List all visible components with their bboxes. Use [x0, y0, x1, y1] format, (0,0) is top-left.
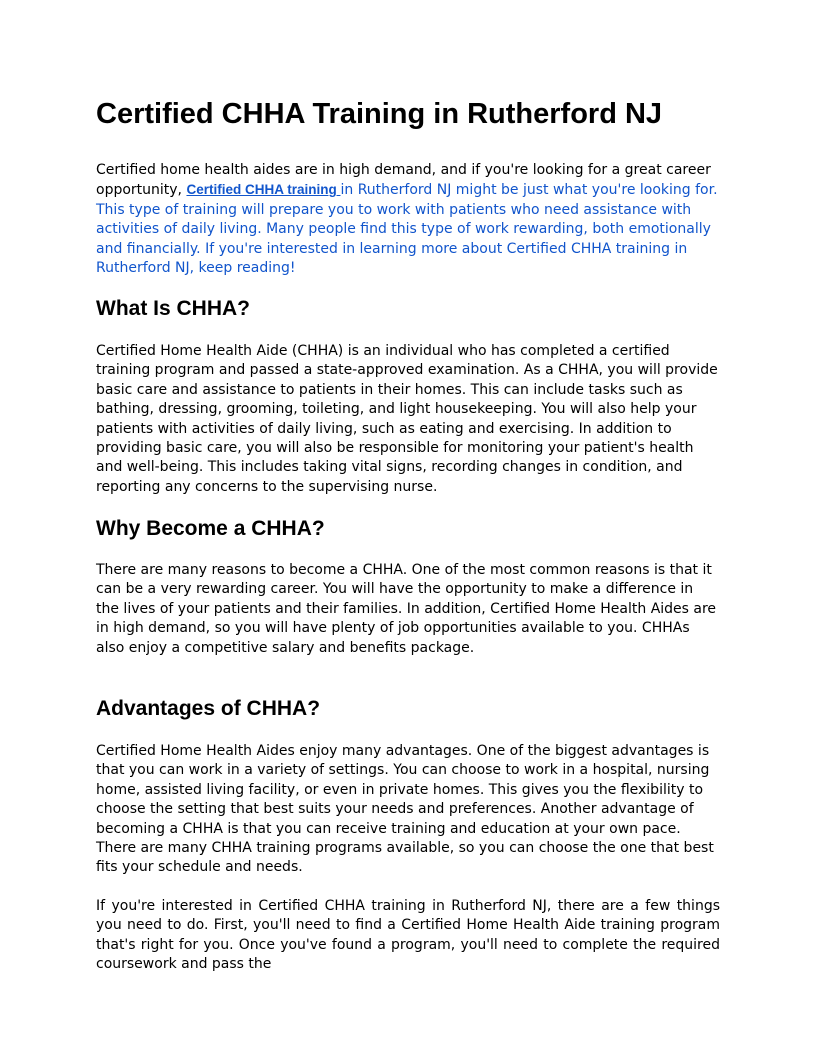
section-heading-advantages: Advantages of CHHA?	[96, 697, 321, 720]
section-heading-why-become: Why Become a CHHA?	[96, 517, 325, 540]
intro-text-before: Certified home health aides are in high demand, and if you're looking for a great career opportunity,	[96, 162, 711, 199]
section-body-why-become: There are many reasons to become a CHHA. One of the most common reasons is that it can be a very rewarding career. You will have the opportunity to make a difference in the lives of your patients and their families. In addition, Certified Home Health Aides are in high demand, so you will have plenty of job opportunities available to you. CHHAs also enjoy a competitive salary and benefits package.	[96, 562, 717, 656]
section-body-what-is-chha: Certified Home Health Aide (CHHA) is an individual who has completed a certified training program and passed a state-approved examination. As a CHHA, you will provide basic care and assistance to patients in their homes. This can include tasks such as bathing, dressing, grooming, toileting, and light housekeeping. You will also help your patients with activities of daily living, such as eating and exercising. In addition to providing basic care, you will also be responsible for monitoring your patient's health and well-being. This includes taking vital signs, recording changes in condition, and reporting any concerns to the supervising nurse.	[96, 343, 718, 495]
section-heading-what-is-chha: What Is CHHA?	[96, 297, 250, 320]
intro-text-after: in Rutherford NJ might be just what you're looking for. This type of training will prepare you to work with patients who need assistance with activities of daily living. Many people find this type of work rewarding, both emotionally and financially. If you're interested in learning more about Certified CHHA training in Rutherford NJ, keep reading!	[96, 182, 718, 277]
chha-training-link[interactable]: Certified CHHA training	[186, 182, 341, 198]
page-title: Certified CHHA Training in Rutherford NJ	[96, 98, 663, 130]
section-body-advantages: Certified Home Health Aides enjoy many advantages. One of the biggest advantages is that you can work in a variety of settings. You can choose to work in a hospital, nursing home, assisted living facility, or even in private homes. This gives you the flexibility to choose the setting that best suits your needs and preferences. Another advantage of becoming a CHHA is that you can receive training and education at your own pace. There are many CHHA training programs available, so you can choose the one that best fits your schedule and needs.	[96, 743, 714, 876]
section-body-next-steps: If you're interested in Certified CHHA training in Rutherford NJ, there are a few things you need to do. First, you'll need to find a Certified Home Health Aide training program that's right for you. Once you've found a program, you'll need to complete the required coursework and pass the	[96, 898, 720, 973]
intro-paragraph	[96, 161, 720, 278]
